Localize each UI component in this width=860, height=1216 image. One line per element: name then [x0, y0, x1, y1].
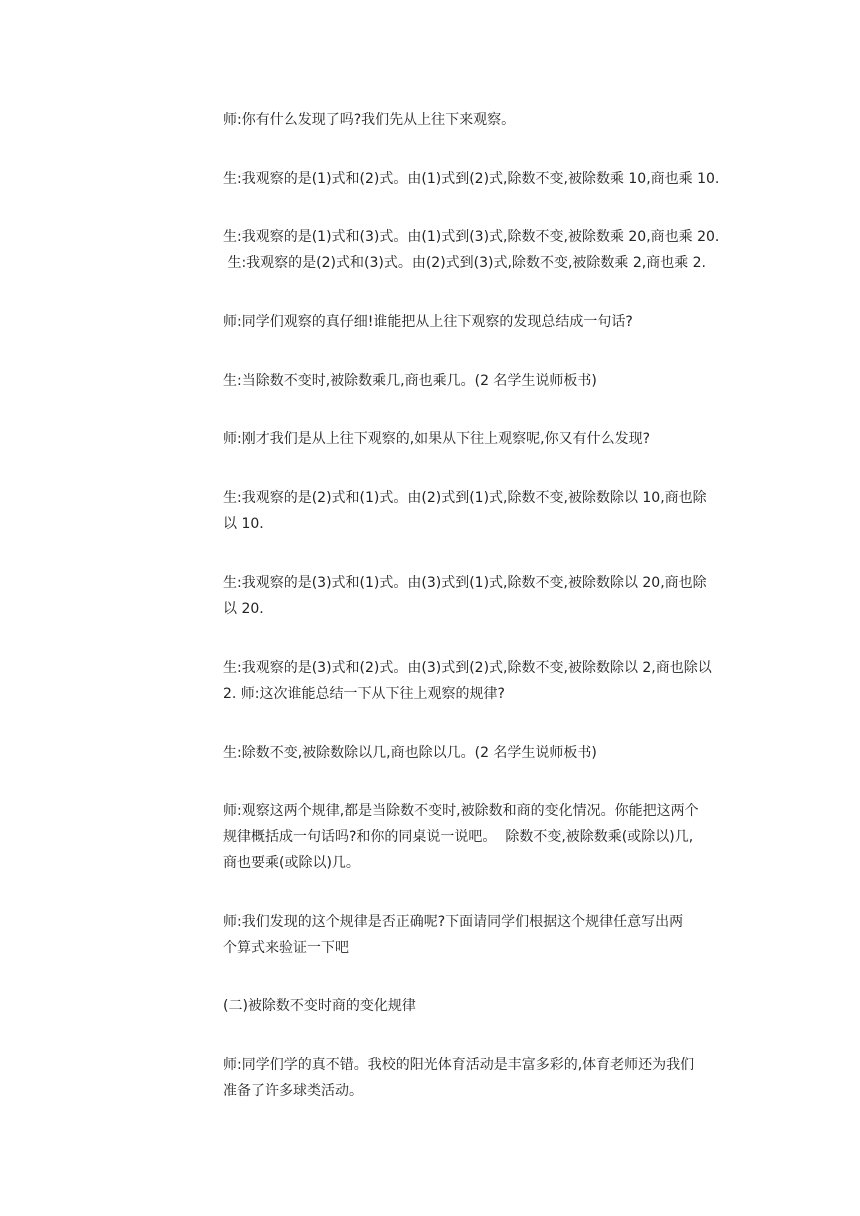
text-line: 师:我们发现的这个规律是否正确呢?下面请同学们根据这个规律任意写出两: [223, 914, 684, 930]
text-line: 2. 师:这次谁能总结一下从下往上观察的规律?: [223, 686, 505, 702]
section-heading: (二)被除数不变时商的变化规律: [223, 998, 416, 1014]
text-line: 准备了许多球类活动。: [223, 1083, 363, 1099]
text-line: 师:你有什么发现了吗?我们先从上往下来观察。: [223, 112, 516, 128]
text-line: 以 10.: [223, 516, 264, 532]
text-line: 生:我观察的是(3)式和(1)式。由(3)式到(1)式,除数不变,被除数除以 20,商也除: [223, 575, 707, 591]
text-line: 规律概括成一句话吗?和你的同桌说一说吧。 除数不变,被除数乘(或除以)几,: [223, 829, 694, 845]
text-line: 生:我观察的是(2)式和(3)式。由(2)式到(3)式,除数不变,被除数乘 2,商也乘 2.: [223, 255, 707, 271]
text-line: 生:我观察的是(1)式和(2)式。由(1)式到(2)式,除数不变,被除数乘 10,商也乘 10.: [223, 171, 720, 187]
text-line: 个算式来验证一下吧: [223, 940, 349, 956]
text-line: 生:除数不变,被除数除以几,商也除以几。(2 名学生说师板书): [223, 745, 597, 761]
text-line: 商也要乘(或除以)几。: [223, 855, 360, 871]
text-line: 生:我观察的是(3)式和(2)式。由(3)式到(2)式,除数不变,被除数除以 2,商也除以: [223, 660, 712, 676]
text-line: 生:当除数不变时,被除数乘几,商也乘几。(2 名学生说师板书): [223, 373, 597, 389]
text-line: 生:我观察的是(2)式和(1)式。由(2)式到(1)式,除数不变,被除数除以 10,商也除: [223, 490, 707, 506]
text-line: 师:同学们观察的真仔细!谁能把从上往下观察的发现总结成一句话?: [223, 314, 633, 330]
text-line: 生:我观察的是(1)式和(3)式。由(1)式到(3)式,除数不变,被除数乘 20,商也乘 20.: [223, 229, 720, 245]
text-line: 师:同学们学的真不错。我校的阳光体育活动是丰富多彩的,体育老师还为我们: [223, 1057, 695, 1073]
text-line: 师:刚才我们是从上往下观察的,如果从下往上观察呢,你又有什么发现?: [223, 431, 651, 447]
text-line: 师:观察这两个规律,都是当除数不变时,被除数和商的变化情况。你能把这两个: [223, 803, 699, 819]
text-line: 以 20.: [223, 601, 264, 617]
